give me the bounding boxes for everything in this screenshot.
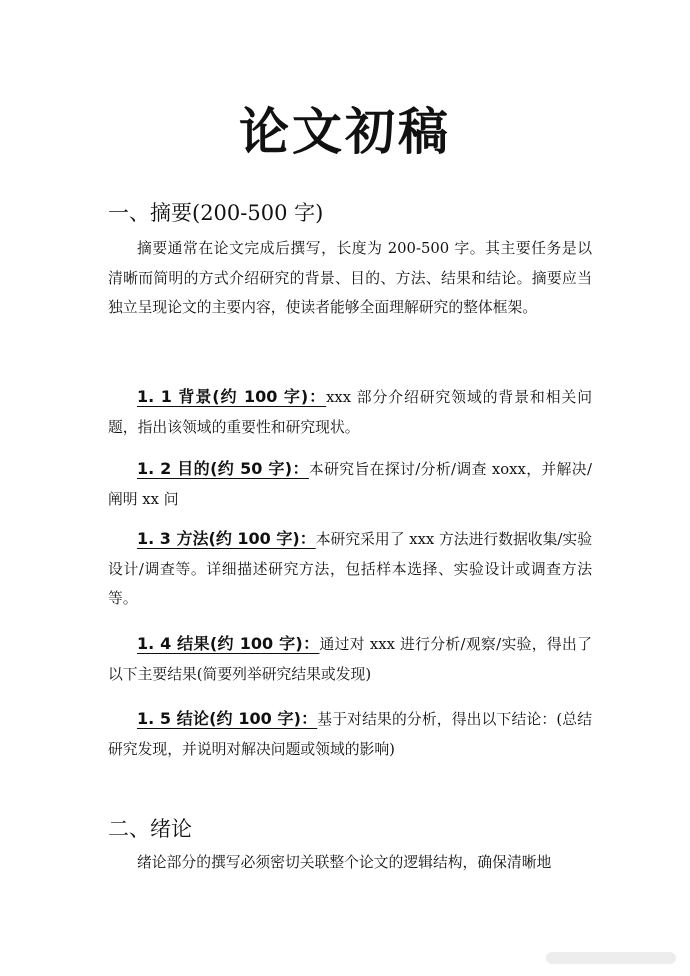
abstract-item-purpose: [108, 454, 592, 514]
section-heading-introduction: 二、绪论: [108, 817, 192, 841]
abstract-item-background: [108, 382, 592, 442]
abstract-item-results: [108, 629, 592, 689]
item-text: 通过对 xxx 进行分析/观察/实验，得出了以下主要结果(简要列举研究结果或发现): [108, 636, 592, 683]
introduction-paragraph: 绪论部分的撰写必须密切关联整个论文的逻辑结构，确保清晰地: [137, 854, 552, 871]
abstract-item-method: [108, 524, 592, 614]
item-text: 基于对结果的分析，得出以下结论：(总结研究发现，并说明对解决问题或领域的影响): [108, 711, 592, 758]
item-text: xxx 部分介绍研究领域的背景和相关问题，指出该领域的重要性和研究现状。: [108, 389, 592, 436]
item-label: 1. 3 方法(约 100 字)：: [137, 529, 316, 548]
item-label: 1. 5 结论(约 100 字)：: [137, 709, 318, 728]
item-label: 1. 2 目的(约 50 字)：: [137, 459, 309, 478]
item-label: 1. 4 结果(约 100 字)：: [137, 634, 320, 653]
item-text: 本研究采用了 xxx 方法进行数据收集/实验设计/调查等。详细描述研究方法，包括样本选择、实验设计或调查方法等。: [108, 531, 592, 607]
document-title: 论文初稿: [239, 103, 451, 161]
item-label: 1. 1 背景(约 100 字)：: [137, 387, 327, 406]
abstract-item-conclusion: [108, 704, 592, 764]
watermark-blur: [546, 952, 676, 964]
abstract-intro-paragraph: 摘要通常在论文完成后撰写，长度为 200-500 字。其主要任务是以清晰而简明的方式介绍研究的背景、目的、方法、结果和结论。摘要应当独立呈现论文的主要内容，使读者能够全面理解研究的整体框架。: [108, 240, 592, 316]
section-heading-abstract: 一、摘要(200-500 字): [108, 201, 324, 225]
item-text: 本研究旨在探讨/分析/调查 xoxx，并解决/阐明 xx 问: [108, 461, 592, 508]
